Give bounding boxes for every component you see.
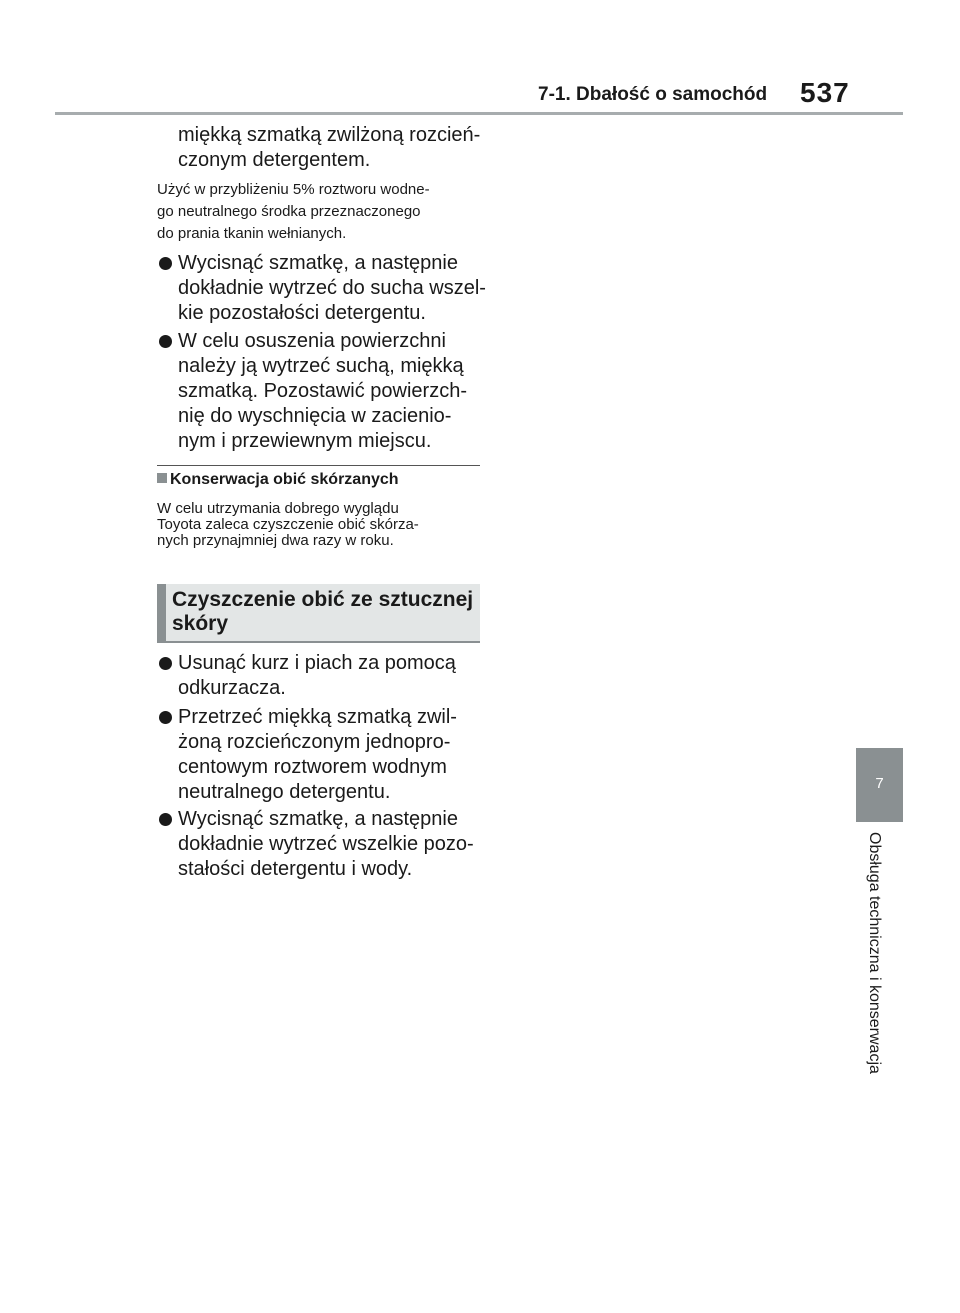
chapter-tab [856,748,903,822]
bullet-text: W celu osuszenia powierzchni należy ją wytrzeć suchą, miękką szmatką. Pozostawić powierzch- nię do wyschnięcia w zacienio- nym i przewiewnym miejscu. [178,330,467,452]
page-number: 537 [800,77,850,108]
bullet-text: Usunąć kurz i piach za pomocą odkurzacza. [178,652,456,699]
subsection-heading [157,471,399,489]
bullet-icon [159,257,172,270]
bullet-icon [159,335,172,348]
note-text: Użyć w przybliżeniu 5% roztworu wodne- go neutralnego środka przeznaczonego do prania tkanin wełnianych. [157,181,430,242]
section-heading-box [157,584,480,643]
bullet-text: Przetrzeć miękką szmatką zwil- żoną rozcieńczonym jednopro- centowym roztworem wodnym neutralnego detergentu. [178,706,457,803]
subsection-rule [157,465,480,466]
bullet-icon [159,813,172,826]
bullet-icon [159,657,172,670]
chapter-label: Obsługa techniczna i konserwacja [866,832,883,1074]
continuation-text: miękką szmatką zwilżoną rozcień- czonym detergentem. [178,124,481,171]
subsection-text: W celu utrzymania dobrego wyglądu Toyota zaleca czyszczenie obić skórza- nych przynajmniej dwa razy w roku. [157,500,419,549]
bullet-icon [159,711,172,724]
bullet-text: Wycisnąć szmatkę, a następnie dokładnie wytrzeć wszelkie pozo- stałości detergentu i wody. [178,808,474,880]
header-rule [55,112,903,115]
section-title: Czyszczenie obić ze sztucznej skóry [172,588,474,635]
bullet-text: Wycisnąć szmatkę, a następnie dokładnie wytrzeć do sucha wszel- kie pozostałości detergentu. [178,252,486,324]
square-bullet-icon [157,473,167,483]
chapter-number: 7 [875,775,884,792]
subsection-heading-text: Konserwacja obić skórzanych [170,471,399,488]
section-heading-bar [157,584,166,641]
header-title: 7-1. Dbałość o samochód [538,84,768,105]
